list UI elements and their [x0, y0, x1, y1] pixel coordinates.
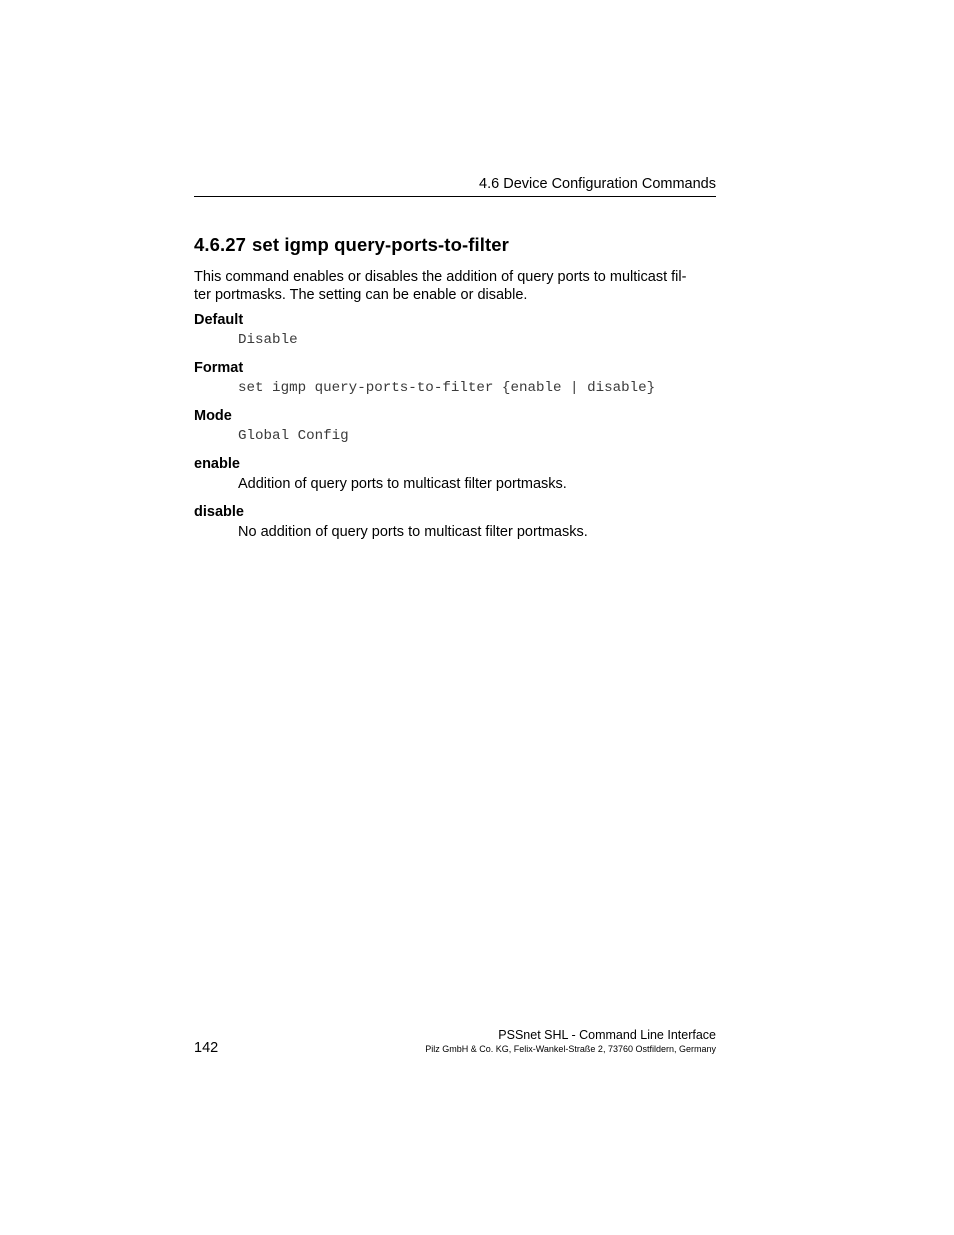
term-enable: enable: [194, 456, 240, 472]
footer-doc-title: PSSnet SHL - Command Line Interface: [498, 1028, 716, 1042]
disable-description: No addition of query ports to multicast filter portmasks.: [238, 524, 588, 540]
default-value: Disable: [238, 332, 298, 348]
format-syntax: set igmp query-ports-to-filter {enable | disable}: [238, 380, 656, 396]
term-disable: disable: [194, 504, 244, 520]
term-format: Format: [194, 360, 244, 376]
term-mode: Mode: [194, 408, 232, 424]
enable-description: Addition of query ports to multicast filter portmasks.: [238, 476, 567, 492]
section-intro: This command enables or disables the addition of query ports to multicast fil- ter portmasks. The setting can be enable or disable.: [194, 269, 687, 303]
section-title: set igmp query-ports-to-filter: [252, 234, 509, 255]
section-heading: [194, 233, 716, 257]
page-number: 142: [194, 1040, 219, 1056]
term-default: Default: [194, 312, 244, 328]
page-content: [194, 233, 716, 541]
footer: [360, 1028, 716, 1055]
section-number: 4.6.27: [194, 234, 247, 255]
header-divider: [194, 196, 716, 197]
running-header: 4.6 Device Configuration Commands: [479, 176, 716, 192]
footer-company-address: Pilz GmbH & Co. KG, Felix-Wankel-Straße 2, 73760 Ostfildern, Germany: [425, 1044, 716, 1054]
mode-value: Global Config: [238, 428, 349, 444]
